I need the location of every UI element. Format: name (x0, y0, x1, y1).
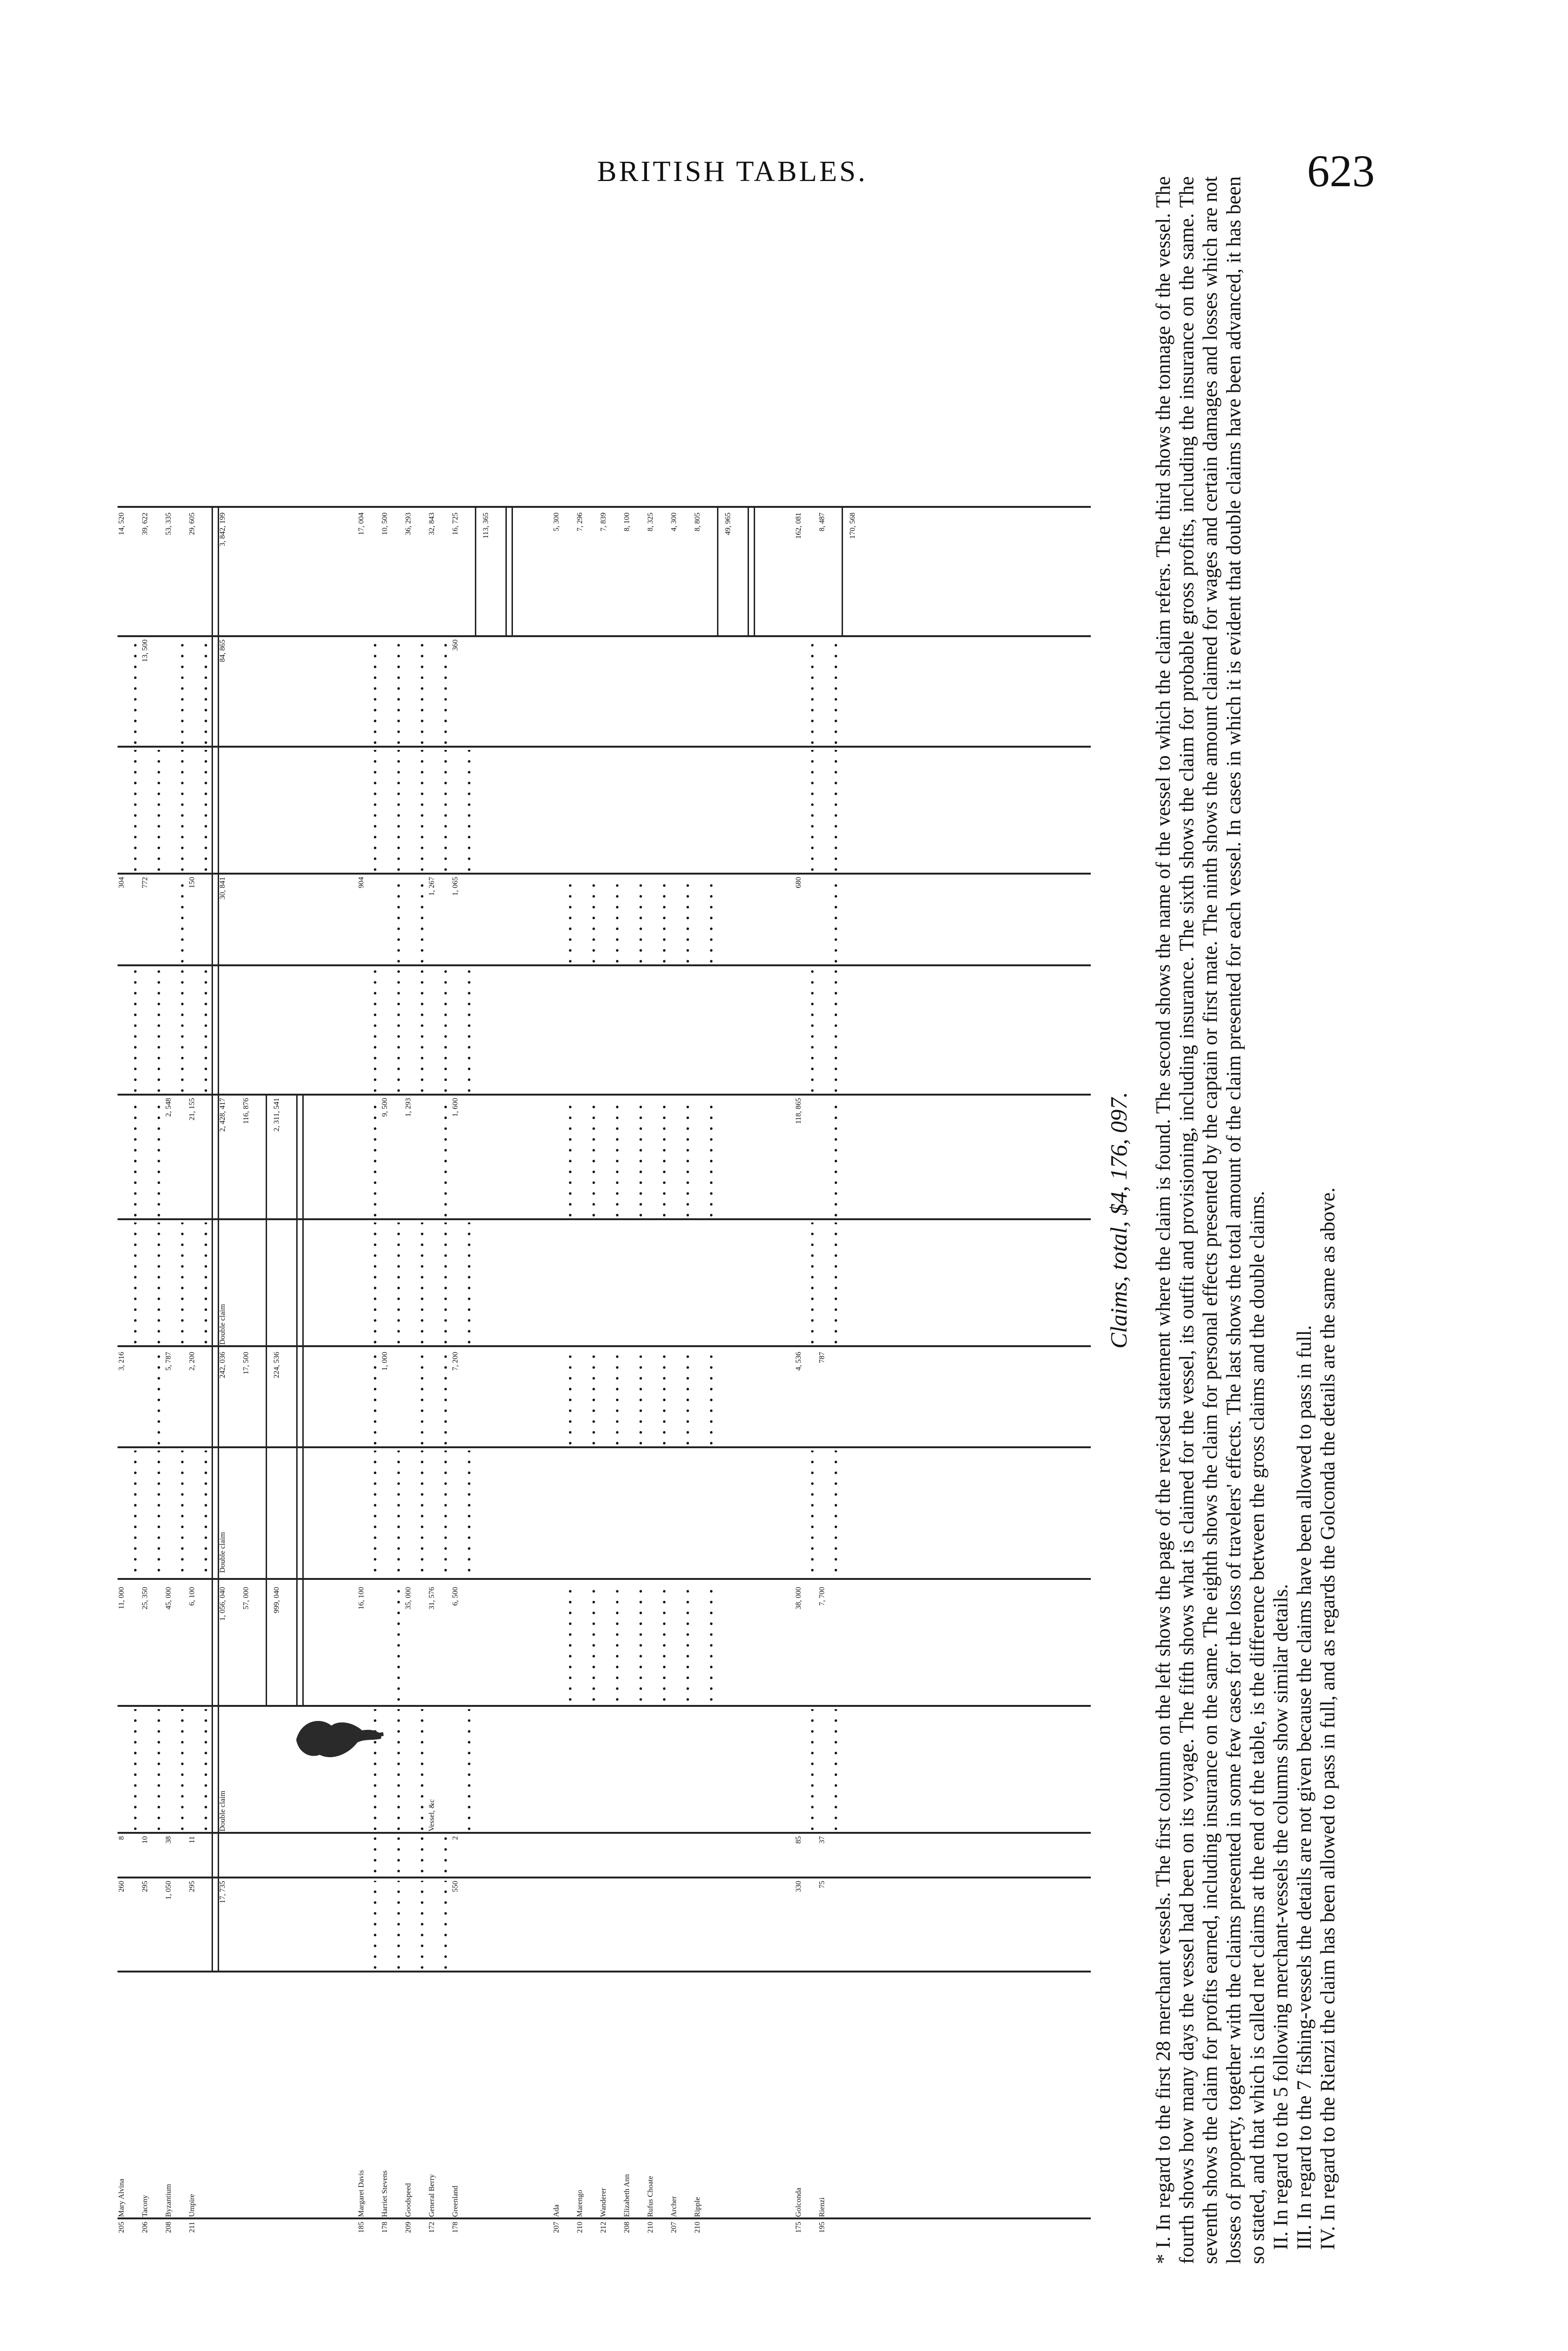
double-claim-c11: 2, 428, 417 (219, 1098, 227, 1132)
dot-leader (428, 1451, 451, 1573)
dot-leader (165, 1223, 188, 1345)
row-vessel-name: Byzantium (165, 2184, 173, 2217)
dot-leader (576, 1352, 599, 1446)
row-c9: 7, 200 (451, 1352, 459, 1371)
dot-leader (428, 1223, 451, 1345)
column-rule (118, 635, 1091, 637)
dot-leader (118, 1451, 141, 1573)
dot-leader (404, 1352, 428, 1446)
column-rule (118, 873, 1091, 875)
dot-leader (165, 750, 188, 872)
dot-leader (795, 1223, 818, 1345)
row-vessel-name: General Berry (428, 2174, 436, 2217)
row-tons: 550 (451, 1881, 459, 1892)
row-page-ref: 207 (670, 2222, 678, 2233)
group-total: 49, 965 (724, 513, 732, 535)
dot-leader (451, 750, 475, 872)
row-c16: 5, 300 (552, 513, 560, 531)
dot-leader (428, 1881, 451, 1970)
row-c16: 8, 805 (693, 513, 701, 531)
dot-leader (599, 1098, 623, 1218)
dot-leader (623, 1352, 646, 1446)
row-c16: 39, 622 (141, 513, 149, 535)
row-c11: 1, 293 (404, 1098, 412, 1117)
double-claim-c7: 1, 056, 040 (219, 1587, 227, 1621)
row-c16: 16, 725 (451, 513, 459, 535)
dot-leader (404, 877, 428, 964)
dot-leader (818, 877, 842, 964)
row-page-ref: 210 (646, 2222, 654, 2233)
row-page-ref: 172 (428, 2222, 436, 2233)
dot-leader (576, 877, 599, 964)
column-rule (118, 506, 1091, 508)
dot-leader (141, 1709, 165, 1831)
dot-leader (795, 969, 818, 1093)
column-rule (118, 1345, 1091, 1347)
dot-leader (818, 750, 842, 872)
dot-leader (795, 750, 818, 872)
row-vessel-name: Ripple (693, 2197, 701, 2217)
rule-line (748, 508, 755, 637)
column-rule (118, 1446, 1091, 1448)
page-number: 623 (1307, 146, 1375, 196)
dot-leader (404, 1709, 428, 1831)
row-c16: 14, 520 (118, 513, 126, 535)
rule-line (505, 508, 513, 637)
dot-leader (428, 1098, 451, 1218)
row-days: 8 (118, 1836, 126, 1840)
row-c16: 29, 605 (188, 513, 196, 535)
row-c13: 772 (141, 877, 149, 888)
dot-leader (670, 1098, 693, 1218)
row-page-ref: 209 (404, 2222, 412, 2233)
row-c11: 118, 865 (795, 1098, 803, 1124)
net-claim-c7: 999, 040 (273, 1587, 281, 1613)
dot-leader (428, 1836, 451, 1874)
row-page-ref: 205 (118, 2222, 126, 2233)
row-vessel-name: Mary Alvina (118, 2178, 126, 2217)
dot-leader (599, 1352, 623, 1446)
row-vessel-name: Elizabeth Ann (623, 2174, 631, 2217)
row-c15: 13, 500 (141, 639, 149, 662)
row-c13: 1, 065 (451, 877, 459, 896)
double-claim-c9: 242, 036 (219, 1352, 227, 1378)
dot-leader (357, 1098, 381, 1218)
dot-leader (404, 639, 428, 745)
dot-leader (118, 1098, 141, 1218)
dot-leader (357, 1836, 381, 1874)
dot-leader (357, 1223, 381, 1345)
row-c16: 4, 300 (670, 513, 678, 531)
row-page-ref: 207 (552, 2222, 560, 2233)
row-vessel-name: Harriet Stevens (381, 2170, 389, 2217)
row-tons: 75 (818, 1881, 826, 1888)
dot-leader (552, 1587, 576, 1702)
running-title: BRITISH TABLES. (597, 156, 868, 188)
dot-leader (141, 1223, 165, 1345)
footnote-1: * I. In regard to the first 28 merchant vessels. The first column on the left shows the page of the revised statement where the claim is found. The second shows the name of the vessel to which the claim refers. The third shows the tonnage of the vessel. The fourth shows how many days the vessel had been on its voyage. The fifth shows what is claimed for the vessel, its outfit and provisioning, including insurance. The sixth shows the claim for probable gross profits, including the insurance on the same. The seventh shows the claim for profits earned, including insurance on the same. The eighth shows the claim for personal effects presented by the captain or first mate. The ninth shows the amount claimed for wages and certain damages and losses which are not losses of property, together with the claims presented in some few cases for the loss of travelers' effects. The last shows the total amount of the claim presented for each vessel. In cases in which it is evident that double claims have been advanced, it has been so stated, and that which is called net claims at the end of the table, is the difference between the gross claims and the double claims. (1152, 176, 1269, 2264)
row-c9: 4, 536 (795, 1352, 803, 1371)
group-total: 170, 568 (849, 513, 857, 539)
rule-line (842, 508, 843, 637)
row-tons: 260 (118, 1881, 126, 1892)
row-tons: 330 (795, 1881, 803, 1892)
dot-leader (451, 1451, 475, 1573)
row-c11: 1, 600 (451, 1098, 459, 1117)
row-page-ref: 210 (576, 2222, 584, 2233)
dot-leader (693, 1098, 717, 1218)
dot-leader (381, 1587, 404, 1702)
row-vessel-name: Marengo (576, 2190, 584, 2217)
row-page-ref: 185 (357, 2222, 365, 2233)
dot-leader (428, 639, 451, 745)
dot-leader (451, 1223, 475, 1345)
rule-line (266, 1096, 267, 1707)
double-claim-c15: 84, 865 (219, 639, 227, 662)
row-c16: 32, 843 (428, 513, 436, 535)
dot-leader (818, 1098, 842, 1218)
dot-leader (795, 1709, 818, 1831)
row-c16: 7, 839 (599, 513, 607, 531)
double-claim-c11: 116, 876 (242, 1098, 250, 1124)
row-c16: 36, 293 (404, 513, 412, 535)
dot-leader (188, 1709, 212, 1831)
dot-leader (118, 1709, 141, 1831)
double-claim-c16: 3, 842, 199 (219, 513, 227, 546)
row-vessel-name: Goodspeed (404, 2183, 412, 2217)
dot-leader (670, 1587, 693, 1702)
group-total: 113, 365 (482, 513, 490, 539)
double-claim-c13: 30, 841 (219, 877, 227, 899)
dot-leader (552, 877, 576, 964)
row-c11: 21, 155 (188, 1098, 196, 1120)
column-rule (118, 746, 1091, 748)
row-days: 10 (141, 1836, 149, 1844)
dot-leader (188, 1223, 212, 1345)
dot-leader (646, 1352, 670, 1446)
dot-leader (576, 1587, 599, 1702)
dot-leader (552, 1098, 576, 1218)
net-claim-c9: 224, 536 (273, 1352, 281, 1378)
dot-leader (404, 1881, 428, 1970)
claims-total: Claims, total, $4, 176, 097. (1105, 1092, 1132, 1349)
row-tons: 295 (188, 1881, 196, 1892)
dot-leader (818, 1451, 842, 1573)
dot-leader (188, 1451, 212, 1573)
dot-leader (818, 1709, 842, 1831)
column-rule (118, 1578, 1091, 1580)
row-c7: 25, 350 (141, 1587, 149, 1609)
dot-leader (165, 639, 188, 745)
row-days: 2 (451, 1836, 459, 1840)
dot-leader (141, 750, 165, 872)
rule-line (717, 508, 718, 637)
row-vessel-name: Greenland (451, 2185, 459, 2217)
row-c9: 2, 200 (188, 1352, 196, 1371)
rule-line (212, 508, 219, 1972)
dot-leader (404, 969, 428, 1093)
dot-leader (599, 877, 623, 964)
row-c13: 904 (357, 877, 365, 888)
row-c7: 6, 100 (188, 1587, 196, 1606)
double-claim-c7: 57, 000 (242, 1587, 250, 1609)
dot-leader (404, 750, 428, 872)
row-c7: 16, 100 (357, 1587, 365, 1609)
dot-leader (165, 969, 188, 1093)
row-c13: 680 (795, 877, 803, 888)
row-page-ref: 212 (599, 2222, 607, 2233)
net-claim-c11: 2, 311, 541 (273, 1098, 281, 1132)
dot-leader (381, 1881, 404, 1970)
column-rule (118, 1218, 1091, 1220)
dot-leader (357, 1451, 381, 1573)
dot-leader (623, 877, 646, 964)
row-vessel-name: Wanderer (599, 2188, 607, 2217)
column-rule (118, 1832, 1091, 1834)
dot-leader (381, 1451, 404, 1573)
dot-leader (795, 639, 818, 745)
row-c16: 10, 500 (381, 513, 389, 535)
dot-leader (693, 1352, 717, 1446)
row-vessel-name: Ada (552, 2204, 560, 2217)
dot-leader (118, 1223, 141, 1345)
row-c16: 53, 335 (165, 513, 173, 535)
row-page-ref: 178 (451, 2222, 459, 2233)
dot-leader (381, 1223, 404, 1345)
dot-leader (404, 1451, 428, 1573)
row-page-ref: 175 (795, 2222, 803, 2233)
dot-leader (623, 1587, 646, 1702)
dot-leader (818, 1223, 842, 1345)
dot-leader (599, 1587, 623, 1702)
double-claim-c9: 17, 500 (242, 1352, 250, 1374)
dot-leader (118, 750, 141, 872)
row-c13: 150 (188, 877, 196, 888)
row-c9: 787 (818, 1352, 826, 1363)
dot-leader (118, 639, 141, 745)
row-c16: 17, 004 (357, 513, 365, 535)
dot-leader (623, 1098, 646, 1218)
rotated-table-page (118, 176, 1410, 2264)
column-rule (118, 1094, 1091, 1096)
dot-leader (646, 1098, 670, 1218)
row-c15: 360 (451, 639, 459, 651)
dot-leader (188, 969, 212, 1093)
double-claim-c6: Double claim (219, 1791, 227, 1831)
column-rule (118, 2217, 1091, 2219)
row-tons: 1, 050 (165, 1881, 173, 1900)
footnotes (1152, 176, 1340, 2264)
dot-leader (428, 750, 451, 872)
dot-leader (357, 750, 381, 872)
row-vessel-name: Umpire (188, 2194, 196, 2217)
dot-leader (552, 1352, 576, 1446)
row-page-ref: 206 (141, 2222, 149, 2233)
row-c16: 8, 487 (818, 513, 826, 531)
dot-leader (381, 969, 404, 1093)
row-page-ref: 211 (188, 2222, 196, 2233)
dot-leader (428, 969, 451, 1093)
row-vessel-name: Rufus Choate (646, 2176, 654, 2217)
dot-leader (693, 877, 717, 964)
double-claim-c10: Double claim (219, 1304, 227, 1345)
column-rule (118, 964, 1091, 966)
dot-leader (357, 639, 381, 745)
dot-leader (188, 639, 212, 745)
row-c16: 7, 296 (576, 513, 584, 531)
dot-leader (818, 639, 842, 745)
footnote-2: II. In regard to the 5 following merchant-vessels the columns show similar details. (1270, 1584, 1292, 2250)
dot-leader (670, 1352, 693, 1446)
row-c13: 1, 267 (428, 877, 436, 896)
dot-leader (818, 969, 842, 1093)
dot-leader (357, 1881, 381, 1970)
dot-leader (693, 1587, 717, 1702)
dot-leader (188, 750, 212, 872)
rule-line (475, 508, 476, 637)
rule-line (296, 1096, 304, 1707)
dot-leader (165, 1709, 188, 1831)
row-c16: 162, 081 (795, 513, 803, 539)
dot-leader (141, 1352, 165, 1446)
row-vessel-name: Margaret Davis (357, 2170, 365, 2217)
row-vessel-name: Archer (670, 2196, 678, 2217)
row-tons: 295 (141, 1881, 149, 1892)
dot-leader (451, 969, 475, 1093)
row-days: 37 (818, 1836, 826, 1844)
row-vessel-name: Tacony (141, 2195, 149, 2217)
row-vessel-name: Rienzi (818, 2197, 826, 2217)
row-c7: 7, 700 (818, 1587, 826, 1606)
row-c16: 8, 100 (623, 513, 631, 531)
row-c7: 31, 576 (428, 1587, 436, 1609)
dot-leader (576, 1098, 599, 1218)
row-days: 85 (795, 1836, 803, 1844)
dot-leader (428, 1352, 451, 1446)
dot-leader (165, 877, 188, 964)
row-c16: 8, 325 (646, 513, 654, 531)
dot-leader (404, 1836, 428, 1874)
row-c7: 38, 000 (795, 1587, 803, 1609)
row-c11: 9, 500 (381, 1098, 389, 1117)
column-rule (118, 1877, 1091, 1878)
double-claim-tons: 17, 735 (219, 1881, 227, 1903)
row-c6: Vessel, &c (428, 1799, 436, 1831)
row-c9: 3, 216 (118, 1352, 126, 1371)
dot-leader (646, 877, 670, 964)
dot-leader (381, 877, 404, 964)
dot-leader (141, 1098, 165, 1218)
row-page-ref: 178 (381, 2222, 389, 2233)
dot-leader (381, 750, 404, 872)
row-c9: 5, 787 (165, 1352, 173, 1371)
row-page-ref: 208 (623, 2222, 631, 2233)
row-page-ref: 210 (693, 2222, 701, 2233)
double-claim-c8: Double claim (219, 1532, 227, 1573)
dot-leader (451, 1709, 475, 1831)
row-c11: 2, 548 (165, 1098, 173, 1117)
column-rule (118, 1705, 1091, 1707)
dot-leader (381, 639, 404, 745)
row-c7: 35, 000 (404, 1587, 412, 1609)
dot-leader (795, 1451, 818, 1573)
row-days: 11 (188, 1836, 196, 1844)
dot-leader (141, 1451, 165, 1573)
column-rule (118, 1971, 1091, 1972)
dot-leader (357, 1352, 381, 1446)
dot-leader (165, 1451, 188, 1573)
row-vessel-name: Golconda (795, 2187, 803, 2217)
dot-leader (381, 1836, 404, 1874)
ink-blot (287, 1712, 386, 1768)
dot-leader (404, 1223, 428, 1345)
dot-leader (141, 969, 165, 1093)
row-c13: 304 (118, 877, 126, 888)
row-page-ref: 195 (818, 2222, 826, 2233)
dot-leader (646, 1587, 670, 1702)
dot-leader (118, 969, 141, 1093)
row-c7: 45, 000 (165, 1587, 173, 1609)
footnote-4: IV. In regard to the Rienzi the claim has been allowed to pass in full, and as regards the Golconda the details are the same as above. (1317, 1187, 1339, 2250)
dot-leader (357, 969, 381, 1093)
row-c9: 1, 000 (381, 1352, 389, 1371)
footnote-3: III. In regard to the 7 fishing-vessels the details are not given because the claims have been allowed to pass in full. (1293, 1325, 1316, 2250)
dot-leader (670, 877, 693, 964)
row-c7: 6, 500 (451, 1587, 459, 1606)
row-days: 38 (165, 1836, 173, 1844)
row-page-ref: 208 (165, 2222, 173, 2233)
row-c7: 11, 000 (118, 1587, 126, 1609)
